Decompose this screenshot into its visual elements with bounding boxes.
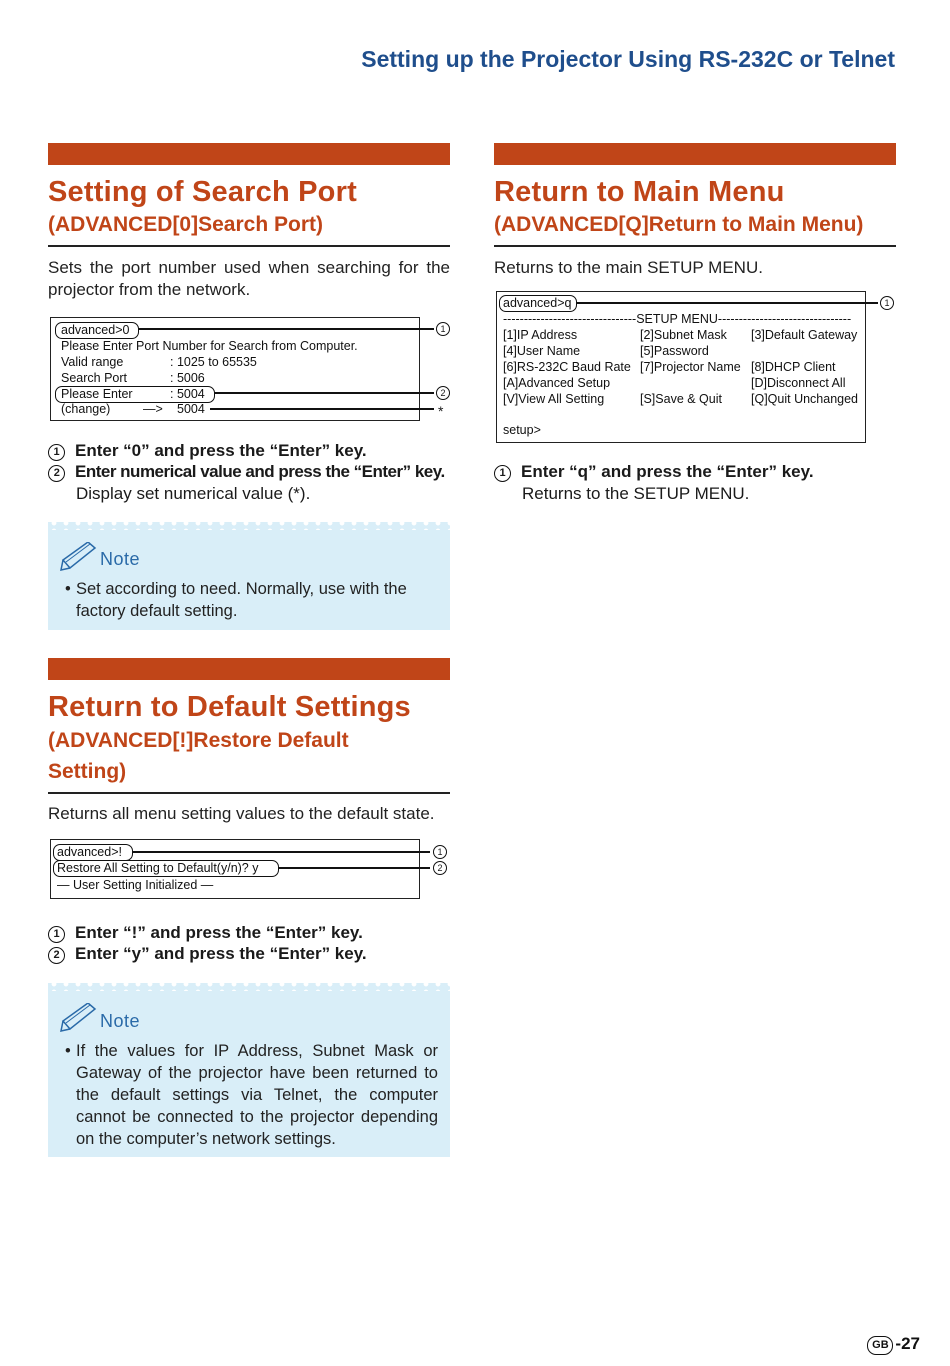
section-rule xyxy=(48,245,450,247)
terminal-label: Search Port xyxy=(61,371,128,385)
note-text: If the values for IP Address, Subnet Mask or Gateway of the projector have been returned to the default settings via Telnet, the computer cannot be connected to the projector depending on the computer’s network settings. xyxy=(76,1042,438,1148)
step-number: 1 xyxy=(48,444,65,461)
note-dots xyxy=(48,522,450,530)
menu-item: [7]Projector Name xyxy=(640,360,741,374)
step-item xyxy=(494,461,814,482)
menu-item: [3]Default Gateway xyxy=(751,328,858,342)
note-box xyxy=(48,983,450,1157)
step-item xyxy=(48,922,363,943)
step-text: Enter “!” and press the “Enter” key. xyxy=(75,923,363,942)
callout-leader xyxy=(210,408,434,410)
step-subtext: Returns to the SETUP MENU. xyxy=(522,484,750,503)
step-item xyxy=(48,943,367,964)
menu-item: [2]Subnet Mask xyxy=(640,328,727,342)
terminal-prompt: advanced>! xyxy=(57,845,122,859)
callout-leader xyxy=(576,302,878,304)
menu-item: [5]Password xyxy=(640,344,709,358)
note-text: Set according to need. Normally, use with the factory default setting. xyxy=(76,580,407,620)
main-menu-subtitle: (ADVANCED[Q]Return to Main Menu) xyxy=(494,213,864,236)
terminal-label: Please Enter xyxy=(61,387,133,401)
default-settings-subtitle: Setting) xyxy=(48,760,127,783)
callout-leader xyxy=(214,392,434,394)
step-number: 2 xyxy=(48,465,65,482)
menu-item: [V]View All Setting xyxy=(503,392,605,406)
terminal-line: Please Enter Port Number for Search from Computer. xyxy=(61,339,358,353)
main-menu-description: Returns to the main SETUP MENU. xyxy=(494,258,763,277)
section-bar xyxy=(48,658,450,680)
terminal-value: 5004 xyxy=(177,402,205,416)
terminal-label: Valid range xyxy=(61,355,124,369)
callout-leader xyxy=(278,867,430,869)
search-port-terminal xyxy=(50,317,420,421)
region-badge: GB xyxy=(867,1336,893,1355)
main-menu-title: Return to Main Menu xyxy=(494,176,785,208)
callout-star: * xyxy=(438,403,444,419)
section-bar xyxy=(494,143,896,165)
search-port-subtitle: (ADVANCED[0]Search Port) xyxy=(48,213,323,236)
callout-leader xyxy=(138,328,434,330)
step-number: 1 xyxy=(494,465,511,482)
terminal-value: : 5006 xyxy=(170,371,205,385)
search-port-title: Setting of Search Port xyxy=(48,176,357,208)
callout-number: 2 xyxy=(433,861,447,875)
default-settings-description: Returns all menu setting values to the default state. xyxy=(48,804,435,823)
callout-number: 1 xyxy=(436,322,450,336)
note-dots xyxy=(48,983,450,991)
main-menu-terminal xyxy=(496,291,866,443)
terminal-line: — User Setting Initialized — xyxy=(57,878,214,892)
step-number: 2 xyxy=(48,947,65,964)
step-text: Enter “q” and press the “Enter” key. xyxy=(521,462,814,481)
note-label: Note xyxy=(100,1011,141,1031)
note-box xyxy=(48,522,450,630)
menu-item: [4]User Name xyxy=(503,344,581,358)
step-item xyxy=(48,461,445,482)
note-bullet: • xyxy=(65,1042,71,1060)
terminal-prompt: advanced>q xyxy=(503,296,572,310)
terminal-value: : 1025 to 65535 xyxy=(170,355,257,369)
menu-item: [D]Disconnect All xyxy=(751,376,846,390)
callout-number: 1 xyxy=(433,845,447,859)
menu-item: [6]RS-232C Baud Rate xyxy=(503,360,631,374)
note-pencil-icon xyxy=(60,542,98,572)
search-port-description: Sets the port number used when searching for the projector from the network. xyxy=(48,258,450,299)
default-settings-title: Return to Default Settings xyxy=(48,691,411,723)
callout-number: 1 xyxy=(880,296,894,310)
terminal-prompt: setup> xyxy=(503,423,541,437)
step-item xyxy=(48,440,367,461)
page-header-title: Setting up the Projector Using RS-232C or Telnet xyxy=(361,46,895,72)
callout-number: 2 xyxy=(436,386,450,400)
menu-item: [1]IP Address xyxy=(503,328,578,342)
page-number xyxy=(867,1334,920,1355)
terminal-value: : 5004 xyxy=(170,387,205,401)
default-settings-subtitle: (ADVANCED[!]Restore Default xyxy=(48,729,349,752)
menu-item: [8]DHCP Client xyxy=(751,360,836,374)
terminal-label: (change) xyxy=(61,402,111,416)
step-number: 1 xyxy=(48,926,65,943)
note-pencil-icon xyxy=(60,1003,98,1033)
menu-item: [Q]Quit Unchanged xyxy=(751,392,859,406)
note-bullet: • xyxy=(65,580,71,598)
step-subtext: Display set numerical value (*). xyxy=(76,484,311,503)
terminal-arrow: —> xyxy=(143,402,163,416)
step-text: Enter numerical value and press the “Enter” key. xyxy=(75,462,445,481)
note-label: Note xyxy=(100,549,141,569)
menu-item: [A]Advanced Setup xyxy=(503,376,611,390)
step-text: Enter “0” and press the “Enter” key. xyxy=(75,441,367,460)
menu-header: --------------------------------SETUP MENU-------------------------------- xyxy=(503,312,852,326)
section-rule xyxy=(48,792,450,794)
default-settings-terminal xyxy=(50,839,420,899)
step-text: Enter “y” and press the “Enter” key. xyxy=(75,944,367,963)
callout-leader xyxy=(132,851,430,853)
terminal-line: Restore All Setting to Default(y/n)? y xyxy=(57,861,259,875)
section-bar xyxy=(48,143,450,165)
menu-item: [S]Save & Quit xyxy=(640,392,722,406)
page-number-text: -27 xyxy=(895,1334,920,1353)
terminal-prompt: advanced>0 xyxy=(61,323,130,337)
section-rule xyxy=(494,245,896,247)
